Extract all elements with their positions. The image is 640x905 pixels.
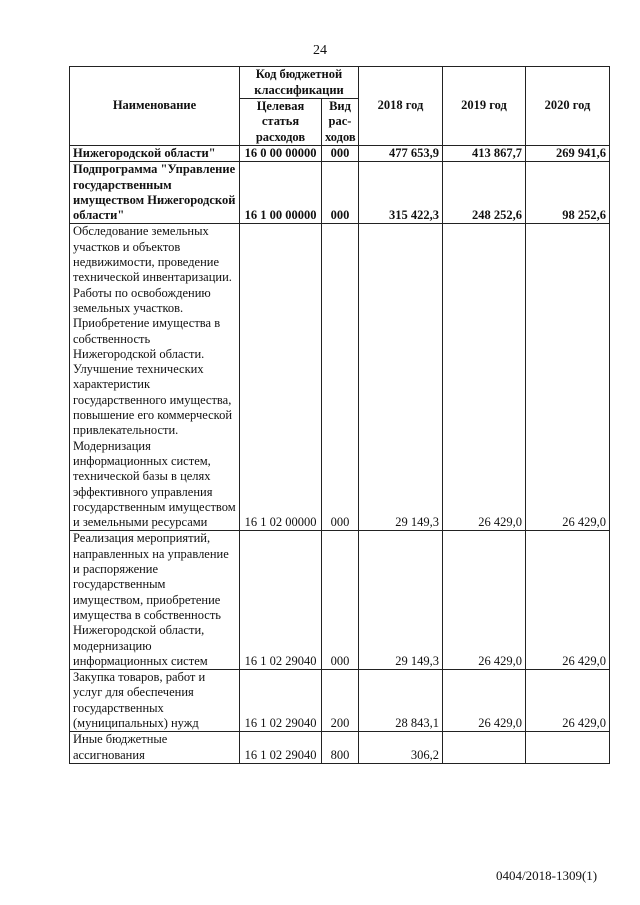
header-row-1 [70, 67, 610, 99]
row-2019: 26 429,0 [443, 670, 526, 732]
row-code: 16 1 02 29040 [240, 732, 322, 764]
row-2018: 28 843,1 [359, 670, 443, 732]
row-2019: 26 429,0 [443, 224, 526, 531]
header-target-item: Целевая статья расходов [240, 99, 322, 146]
document-code: 0404/2018-1309(1) [496, 868, 598, 883]
row-2020: 26 429,0 [526, 670, 610, 732]
row-2020: 26 429,0 [526, 224, 610, 531]
table-row [70, 162, 610, 224]
row-2018: 29 149,3 [359, 224, 443, 531]
row-2020: 269 941,6 [526, 146, 610, 162]
row-name: Закупка товаров, работ и услуг для обеспечения государственных (муниципальных) нужд [70, 670, 240, 732]
table-row [70, 670, 610, 732]
header-2018: 2018 год [359, 67, 443, 146]
row-2019: 248 252,6 [443, 162, 526, 224]
header-name: Наименование [70, 67, 240, 146]
row-2020: 98 252,6 [526, 162, 610, 224]
page-number: 24 [313, 43, 327, 58]
row-name: Подпрограмма "Управление государственным имуществом Нижегородской области" [70, 162, 240, 224]
row-name: Реализация мероприятий, направленных на управление и распоряжение государственным имуществом, приобретение имущества в собственность Нижегородской области, модернизацию информационных систем [70, 531, 240, 670]
row-code: 16 1 00 00000 [240, 162, 322, 224]
row-2019 [443, 732, 526, 764]
row-2018: 29 149,3 [359, 531, 443, 670]
row-type: 800 [322, 732, 359, 764]
row-type: 000 [322, 146, 359, 162]
row-2018: 306,2 [359, 732, 443, 764]
row-name: Нижегородской области" [70, 146, 240, 162]
row-type: 000 [322, 531, 359, 670]
row-name: Иные бюджетные ассигнования [70, 732, 240, 764]
row-name: Обследование земельных участков и объектов недвижимости, проведение технической инвентаризации. Работы по освобождению земельных участков. Приобретение имущества в собственность Нижегородской области. Улучшение технических характеристик государственного имущества, повышение его коммерческой привлекательности. Модернизация информационных систем, технической базы в целях эффективного управления государственным имуществом и земельными ресурсами [70, 224, 240, 531]
row-2018: 477 653,9 [359, 146, 443, 162]
table-row [70, 146, 610, 162]
row-code: 16 1 02 29040 [240, 670, 322, 732]
table-row [70, 224, 610, 531]
row-code: 16 0 00 00000 [240, 146, 322, 162]
header-classification: Код бюджетной классификации [240, 67, 359, 99]
table-row [70, 531, 610, 670]
row-code: 16 1 02 29040 [240, 531, 322, 670]
header-expense-type: Вид рас-ходов [322, 99, 359, 146]
row-code: 16 1 02 00000 [240, 224, 322, 531]
row-2019: 26 429,0 [443, 531, 526, 670]
row-2018: 315 422,3 [359, 162, 443, 224]
budget-table [69, 66, 610, 764]
row-2020: 26 429,0 [526, 531, 610, 670]
row-2020 [526, 732, 610, 764]
row-type: 000 [322, 162, 359, 224]
table-row [70, 732, 610, 764]
row-type: 000 [322, 224, 359, 531]
header-2020: 2020 год [526, 67, 610, 146]
header-2019: 2019 год [443, 67, 526, 146]
row-type: 200 [322, 670, 359, 732]
row-2019: 413 867,7 [443, 146, 526, 162]
